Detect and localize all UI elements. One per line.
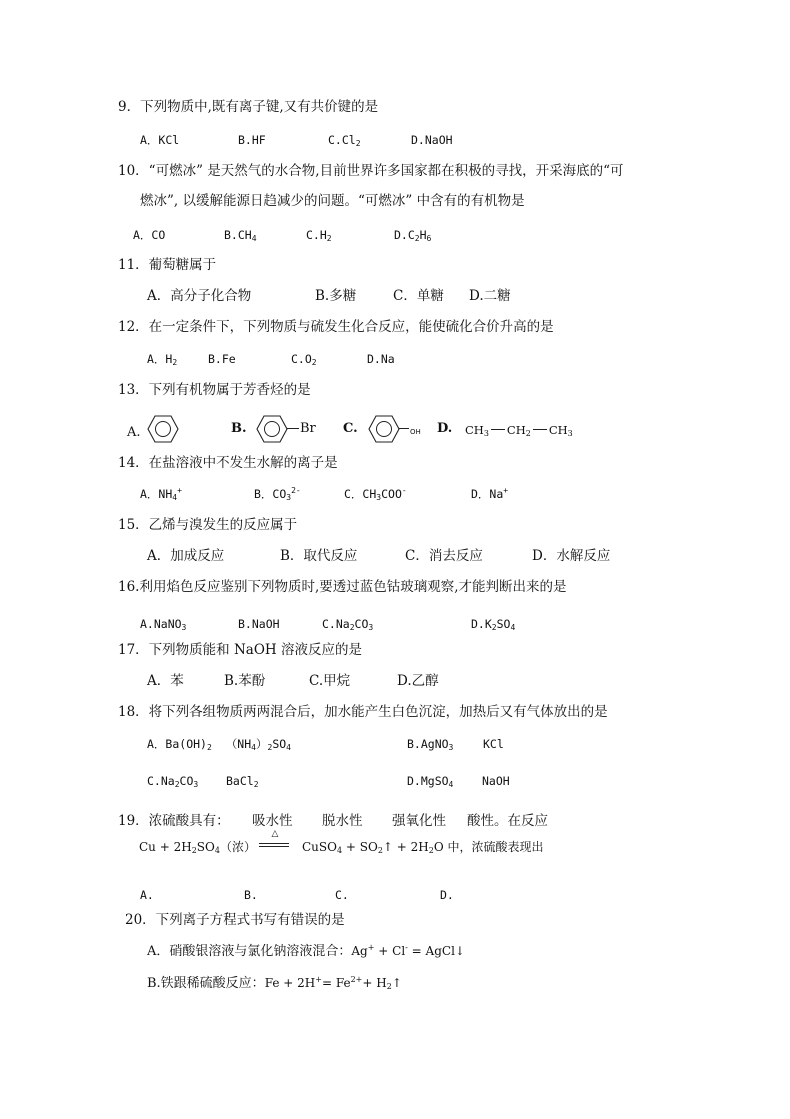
q10-option-a: A．CO (133, 228, 166, 242)
q19-equation-left: $Cu + 2H_2SO_4$（浓） (139, 840, 256, 855)
question-10-stem-line1: 10．“可燃冰” 是天然气的水合物,目前世界许多国家都在积极的寻找，开采海底的“可 (118, 163, 624, 179)
q19-property-4: 酸性。在反应 (467, 813, 548, 829)
bromobenzene-ring-icon (255, 414, 289, 444)
q14-option-d: D．Na+ (471, 486, 509, 501)
q17-option-b: B.苯酚 (224, 673, 266, 689)
question-12-stem: 12．在一定条件下，下列物质与硫发生化合反应，能使硫化合价升高的是 (118, 319, 554, 335)
q13-option-d-label: D. (437, 421, 453, 436)
reaction-arrow-line-top (259, 843, 289, 844)
q18-option-c-first: $C.Na_2CO_3$ (147, 774, 199, 789)
q18-option-b-second: KCl (483, 737, 504, 751)
q11-option-b: B.多糖 (315, 288, 357, 304)
q13-option-a-label: A. (127, 425, 141, 440)
q19-option-b: B. (244, 888, 258, 902)
q15-option-a: A．加成反应 (147, 548, 225, 564)
question-11-stem: 11．葡萄糖属于 (118, 257, 217, 273)
question-14-stem: 14．在盐溶液中不发生水解的离子是 (118, 455, 338, 471)
q10-option-d: $D.C_2H_6$ (394, 228, 432, 243)
question-15-stem: 15．乙烯与溴发生的反应属于 (118, 517, 298, 533)
q19-option-c: C. (335, 888, 349, 902)
q11-option-c: C．单糖 (393, 288, 444, 304)
q11-option-a: A．高分子化合物 (147, 288, 252, 304)
q12-option-a: A．$H_2$ (147, 352, 178, 367)
q18-option-d-second: NaOH (482, 774, 510, 788)
question-20-stem: 20．下列离子方程式书写有错误的是 (125, 912, 345, 928)
question-10-stem-line2: 燃冰”, 以缓解能源日趋减少的问题。“可燃冰” 中含有的有机物是 (140, 193, 525, 209)
q18-option-b-first: B.AgNO$_3$ (407, 737, 454, 752)
heat-symbol-icon: △ (271, 829, 279, 839)
phenol-bond (399, 428, 409, 429)
q13-option-d-formula: $CH_3$ $CH_2$ $CH_3$ (465, 423, 573, 438)
q18-option-d-first: D.MgSO$_4$ (407, 774, 454, 789)
q19-property-3: 强氧化性 (392, 813, 446, 829)
q13-hydroxyl-label: OH (410, 428, 421, 436)
benzene-ring-icon (146, 414, 180, 444)
q15-option-c: C．消去反应 (405, 548, 483, 564)
q15-option-b: B．取代反应 (280, 548, 358, 564)
q12-option-d: D.Na (367, 352, 395, 366)
q17-option-a: A．苯 (147, 673, 184, 689)
q13-bromine-label: Br (300, 421, 316, 436)
q19-property-1: 吸水性 (252, 813, 293, 829)
q18-option-a: A．$Ba(OH)_2$ $(NH_4)_2SO_4$ (147, 737, 291, 752)
question-16-stem: 16.利用焰色反应鉴别下列物质时,要透过蓝色钴玻璃观察,才能判断出来的是 (118, 579, 567, 595)
q18-option-c-second: BaCl$_2$ (226, 774, 259, 789)
q9-option-c: $C.Cl_2$ (328, 133, 361, 148)
q13-option-b-label: B. (231, 421, 247, 436)
q16-option-b: B.NaOH (238, 617, 280, 631)
q10-option-c: $C.H_2$ (306, 228, 332, 243)
q20-option-b: B.铁跟稀硫酸反应：$Fe + 2H^+= Fe^{2+}+$ $H_2↑$ (147, 975, 402, 991)
q9-option-a: A．KCl (140, 133, 180, 147)
q16-option-c: $C.Na_2CO_3$ (322, 617, 374, 632)
q16-option-a: A.NaNO$_3$ (140, 617, 187, 632)
q9-option-d: D.NaOH (411, 133, 453, 147)
q19-option-a: A. (140, 888, 154, 902)
q17-option-d: D.乙醇 (397, 673, 439, 689)
q14-option-a: A．$NH_4^+$ (140, 486, 182, 502)
q9-option-b: B.HF (238, 133, 266, 147)
question-13-stem: 13．下列有机物属于芳香烃的是 (118, 382, 311, 398)
q20-option-a: A．硝酸银溶液与氯化钠溶液混合：Ag+ + Cl- = AgCl↓ (147, 943, 465, 959)
q12-option-c: $C.O_2$ (291, 352, 317, 367)
q19-equation-right: CuSO$_4$ + $SO_2↑ + 2H_2O$ 中，浓硫酸表现出 (302, 840, 544, 855)
phenol-ring-icon (367, 414, 401, 444)
question-17-stem: 17．下列物质能和 NaOH 溶液反应的是 (118, 642, 362, 658)
q14-option-c: C．$CH_3COO^-$ (344, 486, 407, 502)
q14-option-b: B．$CO_3^{2-}$ (254, 486, 301, 502)
question-19-stem: 19．浓硫酸具有： (118, 813, 230, 829)
q19-option-d: D. (440, 888, 454, 902)
q16-option-d: $D.K_2SO_4$ (471, 617, 516, 632)
q15-option-d: D．水解反应 (532, 548, 611, 564)
q19-property-2: 脱水性 (322, 813, 363, 829)
q10-option-b: $B.CH_4$ (224, 228, 257, 243)
q12-option-b: B.Fe (208, 352, 236, 366)
q17-option-c: C.甲烷 (309, 673, 351, 689)
bromobenzene-bond (287, 428, 299, 429)
reaction-arrow-line-bottom (259, 846, 289, 847)
question-18-stem: 18．将下列各组物质两两混合后，加水能产生白色沉淀，加热后又有气体放出的是 (118, 704, 608, 720)
q13-option-c-label: C. (343, 421, 358, 436)
q11-option-d: D.二糖 (469, 288, 511, 304)
question-9-stem: 9．下列物质中,既有离子键,又有共价键的是 (118, 99, 379, 115)
